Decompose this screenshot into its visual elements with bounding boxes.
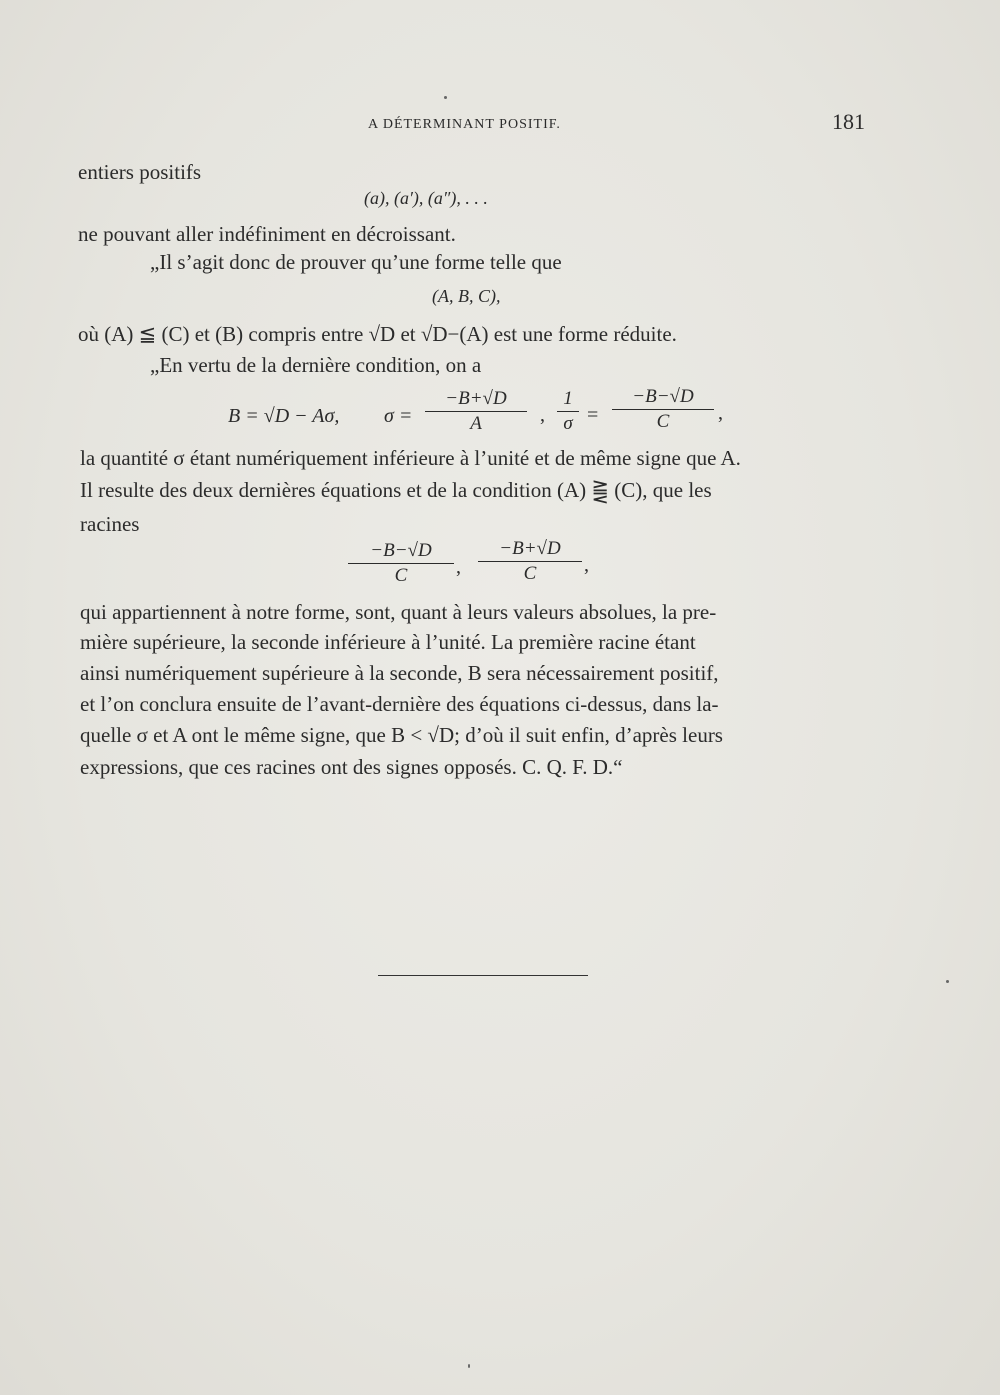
fraction-bar [425, 411, 527, 412]
fraction-bar [612, 409, 714, 410]
text-line: où (A) ≦ (C) et (B) compris entre √D et √D−(A) est une forme réduite. [78, 322, 677, 346]
fraction [425, 388, 527, 435]
text-line: quelle σ et A ont le même signe, que B < √D; d’où il suit enfin, d’après leurs [80, 723, 723, 747]
fraction-bar [557, 411, 579, 412]
comma: , [584, 554, 589, 576]
comma: , [456, 556, 461, 578]
text-line: ne pouvant aller indéfiniment en décroissant. [78, 222, 456, 246]
paper-speck [468, 1364, 470, 1368]
text-line: Il resulte des deux dernières équations et de la condition (A) ⪌ (C), que les [80, 478, 712, 502]
text-line: expressions, que ces racines ont des signes opposés. C. Q. F. D.“ [80, 755, 623, 779]
text-line: „Il s’agit donc de prouver qu’une forme telle que [150, 250, 562, 274]
end-rule [378, 975, 588, 976]
equation-left: B = √D − Aσ, [228, 405, 340, 427]
equals-sign: = [587, 404, 599, 426]
fraction-numerator: 1 [563, 388, 573, 409]
fraction [478, 538, 582, 585]
comma: , [718, 402, 723, 424]
form-formula: (A, B, C), [432, 286, 501, 306]
fraction-denominator: C [656, 411, 670, 432]
text-line: „En vertu de la dernière condition, on a [150, 353, 482, 377]
text-line: ainsi numériquement supérieure à la seconde, B sera nécessairement positif, [80, 661, 719, 685]
comma: , [540, 404, 545, 426]
fraction-bar [348, 563, 454, 564]
fraction [612, 386, 714, 433]
paper-speck [946, 980, 949, 983]
text-line: mière supérieure, la seconde inférieure à l’unité. La première racine étant [80, 630, 696, 654]
fraction [348, 540, 454, 587]
sequence-formula: (a), (a′), (a″), . . . [364, 188, 488, 208]
equation-sigma: σ = [384, 405, 413, 427]
fraction [557, 388, 579, 435]
text-line: la quantité σ étant numériquement inférieure à l’unité et de même signe que A. [80, 446, 741, 470]
fraction-denominator: A [470, 413, 482, 434]
fraction-denominator: C [523, 563, 537, 584]
page-number: 181 [832, 109, 865, 134]
paper-speck [444, 96, 447, 99]
fraction-numerator: −B−√D [632, 386, 694, 407]
fraction-bar [478, 561, 582, 562]
fraction-denominator: C [394, 565, 408, 586]
text-line: racines [80, 512, 140, 536]
running-title: A DÉTERMINANT POSITIF. [368, 117, 561, 132]
fraction-denominator: σ [563, 413, 573, 434]
text-line: et l’on conclura ensuite de l’avant-dernière des équations ci-dessus, dans la- [80, 692, 719, 716]
text-line: entiers positifs [78, 160, 202, 184]
fraction-numerator: −B+√D [445, 388, 507, 409]
text-line: qui appartiennent à notre forme, sont, quant à leurs valeurs absolues, la pre- [80, 600, 717, 624]
fraction-numerator: −B+√D [499, 538, 561, 559]
fraction-numerator: −B−√D [370, 540, 432, 561]
